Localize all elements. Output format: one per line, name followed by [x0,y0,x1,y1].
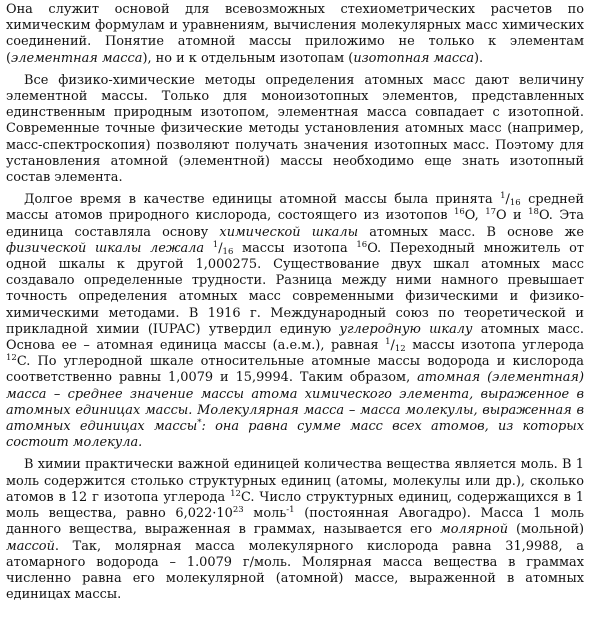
paragraph-scales [6,192,584,451]
text: ). [474,50,484,66]
paragraph-mole [6,457,584,603]
term-physical-scale: физической шкалы лежала [6,240,205,256]
text: C. Число структурных единиц, содержащихся в 1 моль вещества, равно 6,022·10 [6,489,585,522]
text: . Так, молярная масса молекулярного кислорода равна 31,9988, а атомарного водорода – 1.0079 г/моль. Молярная масса вещества в граммах численно равна его молекулярной (атомной) массе, выраженной в атомных единицах массы. [6,538,584,603]
term-element-mass: элементная масса [11,50,143,66]
text: средней массы атомов природного кислорода, состоящего из изотопов [6,192,584,224]
text: O, [464,208,486,224]
exponent: -1 [286,505,295,516]
text: C. По углеродной шкале относительные атомные массы водорода и кислорода соответственно равны 1,0079 и 15,9994. Таким образом, [6,354,584,386]
text: (постоянная Авогадро). Масса 1 моль данного вещества, выраженная в граммах, называется его [6,506,584,538]
text: атомных масс. Основа ее – атомная единица массы (а.е.м.), равная [6,321,584,354]
isotope-number: 17 [485,207,497,218]
text: Все физико-химические методы определения атомных масс дают величину элементной массы. Только для моноизотопных элементов, представленных единственным природным изотопом, элементная масса совпадает с изотопной. Современные точные физические методы установления атомных масс (например, масс-спектроскопия) позволяют получать значения изотопных масс. Поэтому для установления атомной (элементной) массы необходимо еще знать изотопный состав элемента. [6,72,584,186]
isotope-number: 12 [6,353,17,364]
text [204,241,213,256]
term-chemical-scale: химической шкалы [219,224,359,240]
text: ), но и к отдельным изотопам ( [142,50,354,66]
text: O. Эта единица составляла основу [6,208,584,240]
exponent: 23 [232,505,244,516]
isotope-number: 16 [453,207,465,218]
term-molar: молярной [440,522,509,538]
isotope-number: 12 [230,488,241,499]
paragraph-methods [6,73,584,186]
term-isotope-mass: изотопная масса [353,50,474,66]
text: В химии практически важной единицей количества вещества является моль. В 1 моль содержится столько структурных единиц (атомы, молекулы или др.), сколько атомов в 12 г изотопа углерода [6,457,584,505]
term-carbon-scale: углеродную шкалу [339,321,473,337]
text: массы изотопа углерода [405,338,585,354]
fraction-one-sixteenth: $^1/_{16}$ [500,191,521,209]
text: O. Переходный множитель от одной шкалы к другой 1,000275. Существование двух шкал атомных масс создавало определенные трудности. Разница между ними намного превышает точность определения атомных масс современными физическими и физико-химическими методами. В 1916 г. Международный союз по теоретической и прикладной химии (IUPAC) утвердил единую [6,240,584,337]
isotope-number: 16 [356,239,368,250]
text: (мольной) [508,522,584,538]
text: атомных масс. В основе же [358,224,584,240]
term-mass: массой [6,538,55,554]
isotope-number: 18 [528,207,539,218]
text: O и [496,208,529,224]
text: моль [243,506,287,522]
definition-atomic-molecular-mass: атомная (элементная) масса – среднее значение массы атома химического элемента, выраженное в атомных единицах массы. Молекулярная масса – масса молекулы, выраженная в атомных единицах массы [6,370,584,435]
definition-continuation: : она равна сумме масс всех атомов, из которых состоит молекула. [6,419,585,451]
fraction-one-twelfth: $^1/_{12}$ [385,337,406,355]
fraction-one-sixteenth: $^1/_{16}$ [212,239,234,257]
text: массы изотопа [233,240,357,256]
text: Долгое время в качестве единицы атомной массы была принята [24,192,501,208]
text: Она служит основой для всевозможных стехиометрических расчетов по химическим формулам и уравнениям, вычисления молекулярных масс химических соединений. Понятие атомной массы приложимо не только к элементам ( [6,2,584,66]
footnote-mark: * [197,418,202,429]
paragraph-atomic-mass-usage [6,2,584,67]
